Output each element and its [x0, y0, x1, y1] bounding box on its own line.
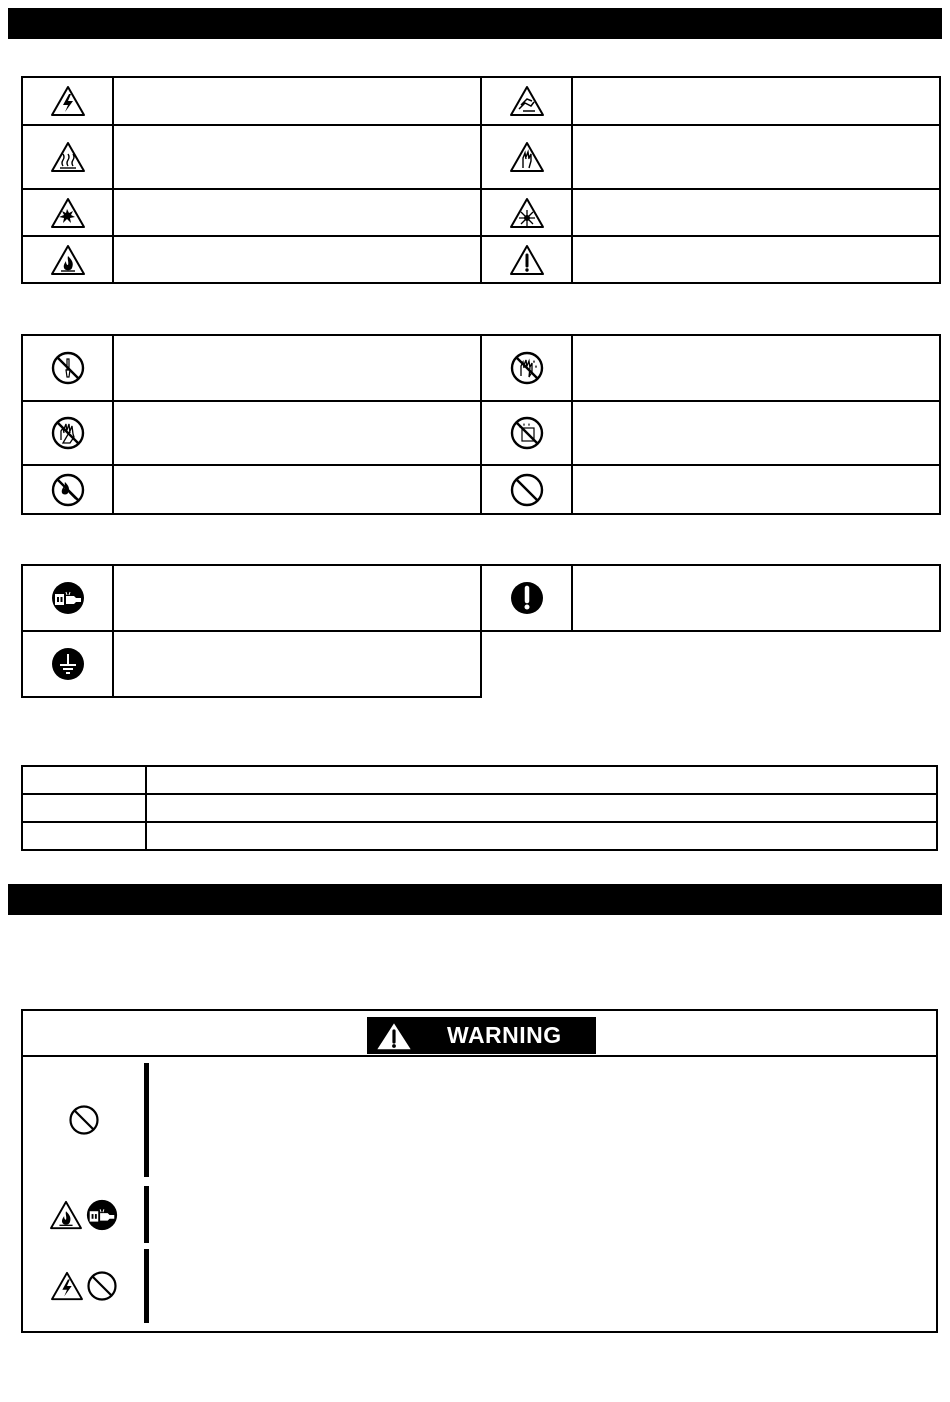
- header-bar-top: [8, 8, 942, 39]
- warning-triangle-icon: [373, 1019, 415, 1053]
- unplug-icon: [85, 1198, 119, 1232]
- fire-warning-icon: [49, 1200, 83, 1230]
- symbol-cell: [481, 465, 572, 514]
- no-open-flame-icon: [50, 472, 86, 508]
- symbol-cell: [481, 189, 572, 236]
- item-divider: [144, 1249, 149, 1323]
- symbol-description: [572, 125, 940, 189]
- prohibition-icon: [68, 1104, 100, 1136]
- instruction-symbols-table: [21, 564, 941, 698]
- table-row: [22, 822, 937, 850]
- header-bar-middle: [8, 884, 942, 915]
- warning-title: WARNING: [447, 1022, 562, 1048]
- general-prohibition-icon: [509, 472, 545, 508]
- symbol-cell: [481, 125, 572, 189]
- symbol-description: [572, 565, 940, 631]
- symbol-description: [113, 236, 481, 283]
- no-wet-hands-icon: [509, 350, 545, 386]
- symbol-cell: [481, 335, 572, 401]
- prohibition-symbols-table: [21, 334, 941, 515]
- symbol-cell: [22, 401, 113, 465]
- fire-warning-icon: [50, 244, 86, 276]
- symbol-description: [572, 401, 940, 465]
- symbol-cell: [481, 401, 572, 465]
- finger-pinch-warning-icon: [509, 85, 545, 117]
- symbol-cell: [22, 236, 113, 283]
- level-name: [22, 794, 146, 822]
- symbol-description: [113, 401, 481, 465]
- symbol-cell: [22, 125, 113, 189]
- table-row: [22, 794, 937, 822]
- level-name: [22, 822, 146, 850]
- symbol-cell: [22, 335, 113, 401]
- symbol-description: [572, 465, 940, 514]
- level-description: [146, 766, 937, 794]
- warning-box: [21, 1009, 938, 1333]
- symbol-description: [113, 125, 481, 189]
- item-divider: [144, 1186, 149, 1243]
- laser-warning-icon: [509, 197, 545, 229]
- symbol-description: [572, 189, 940, 236]
- ground-connection-icon: [50, 646, 86, 682]
- symbol-description: [113, 631, 481, 697]
- warning-label: [367, 1017, 596, 1054]
- symbol-description: [113, 77, 481, 125]
- prohibition-icon: [86, 1270, 118, 1302]
- hand-injury-warning-icon: [509, 141, 545, 173]
- symbol-cell: [22, 565, 113, 631]
- symbol-description: [572, 236, 940, 283]
- severity-levels-table: [21, 765, 938, 851]
- warning-item: [23, 1186, 936, 1243]
- symbol-cell: [481, 236, 572, 283]
- symbol-description: [113, 465, 481, 514]
- symbol-description: [572, 335, 940, 401]
- symbol-cell: [481, 565, 572, 631]
- symbol-cell: [22, 77, 113, 125]
- do-not-touch-icon: [50, 415, 86, 451]
- level-description: [146, 822, 937, 850]
- electric-shock-warning-icon: [50, 1271, 84, 1301]
- warning-item: [23, 1249, 936, 1323]
- level-description: [146, 794, 937, 822]
- electric-shock-warning-icon: [50, 85, 86, 117]
- symbol-description: [113, 565, 481, 631]
- unplug-icon: [50, 580, 86, 616]
- no-disassembly-icon: [50, 350, 86, 386]
- no-water-icon: [509, 415, 545, 451]
- symbol-cell: [481, 77, 572, 125]
- item-divider: [144, 1063, 149, 1177]
- hot-surface-warning-icon: [50, 141, 86, 173]
- level-name: [22, 766, 146, 794]
- symbol-description: [113, 189, 481, 236]
- symbol-cell: [22, 631, 113, 697]
- warning-header: [23, 1011, 936, 1057]
- symbol-cell: [22, 189, 113, 236]
- explosion-warning-icon: [50, 197, 86, 229]
- general-caution-icon: [509, 244, 545, 276]
- symbol-description: [113, 335, 481, 401]
- symbol-description: [572, 77, 940, 125]
- mandatory-action-icon: [509, 580, 545, 616]
- warning-item: [23, 1063, 936, 1177]
- symbol-cell: [22, 465, 113, 514]
- table-row: [22, 766, 937, 794]
- caution-symbols-table: [21, 76, 941, 284]
